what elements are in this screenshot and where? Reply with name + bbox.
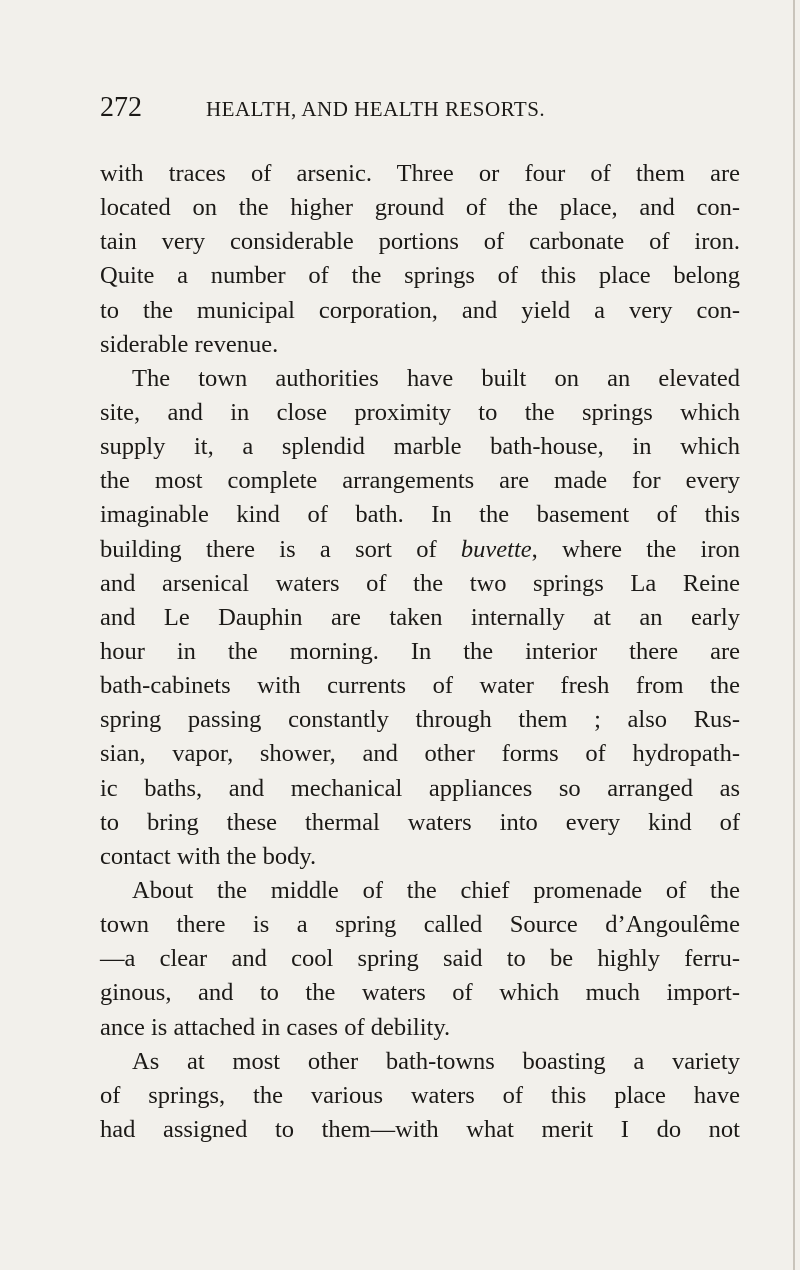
running-head: HEALTH, AND HEALTH RESORTS. xyxy=(206,97,546,121)
text-line: site, and in close proximity to the springs which xyxy=(100,398,740,426)
text-line: The town authorities have built on an elevated xyxy=(132,364,740,392)
text-line: supply it, a splendid marble bath-house, in which xyxy=(100,433,740,461)
text-line: and Le Dauphin are taken internally at an early xyxy=(100,603,740,631)
text-line: had assigned to them—with what merit I do not xyxy=(100,1115,740,1143)
text-line: with traces of arsenic. Three or four of them are xyxy=(100,160,740,187)
text-line: As at most other bath-towns boasting a variety xyxy=(132,1047,740,1075)
text-line: ance is attached in cases of debility. xyxy=(100,1013,451,1041)
text-line: of springs, the various waters of this place have xyxy=(100,1081,740,1109)
text-before-italic: building there is a sort of xyxy=(100,535,461,563)
text-line: ic baths, and mechanical appliances so arranged as xyxy=(100,774,740,802)
text-line: and arsenical waters of the two springs La Reine xyxy=(100,569,740,597)
page-header xyxy=(100,93,740,123)
text-line: contact with the body. xyxy=(100,842,317,870)
scan-edge-mark xyxy=(793,0,795,1270)
text-line: tain very considerable portions of carbonate of iron. xyxy=(100,228,740,256)
text-line: About the middle of the chief promenade of the xyxy=(132,876,740,904)
text-line: Quite a number of the springs of this place belong xyxy=(100,262,740,290)
text-after-italic: , where the iron xyxy=(531,535,740,563)
text-line: the most complete arrangements are made for every xyxy=(100,467,740,495)
text-line: located on the higher ground of the place, and con- xyxy=(100,194,740,222)
text-line: spring passing constantly through them ; also Rus- xyxy=(100,706,740,734)
text-line xyxy=(100,533,740,567)
text-line: bath-cabinets with currents of water fresh from the xyxy=(100,672,740,700)
text-line: ginous, and to the waters of which much import- xyxy=(100,979,740,1007)
text-line: siderable revenue. xyxy=(100,330,279,358)
text-line: —a clear and cool spring said to be highly ferru- xyxy=(100,945,740,973)
italic-word-buvette: buvette xyxy=(460,535,532,563)
text-line: town there is a spring called Source d’Angoulême xyxy=(100,911,740,939)
text-line: hour in the morning. In the interior there are xyxy=(100,637,740,665)
text-line: sian, vapor, shower, and other forms of hydropath- xyxy=(100,740,740,768)
text-line: imaginable kind of bath. In the basement of this xyxy=(100,501,740,529)
page-number: 272 xyxy=(100,92,142,123)
body-text xyxy=(100,157,740,1147)
text-line: to the municipal corporation, and yield a very con- xyxy=(100,296,740,324)
text-line: to bring these thermal waters into every kind of xyxy=(100,808,740,836)
